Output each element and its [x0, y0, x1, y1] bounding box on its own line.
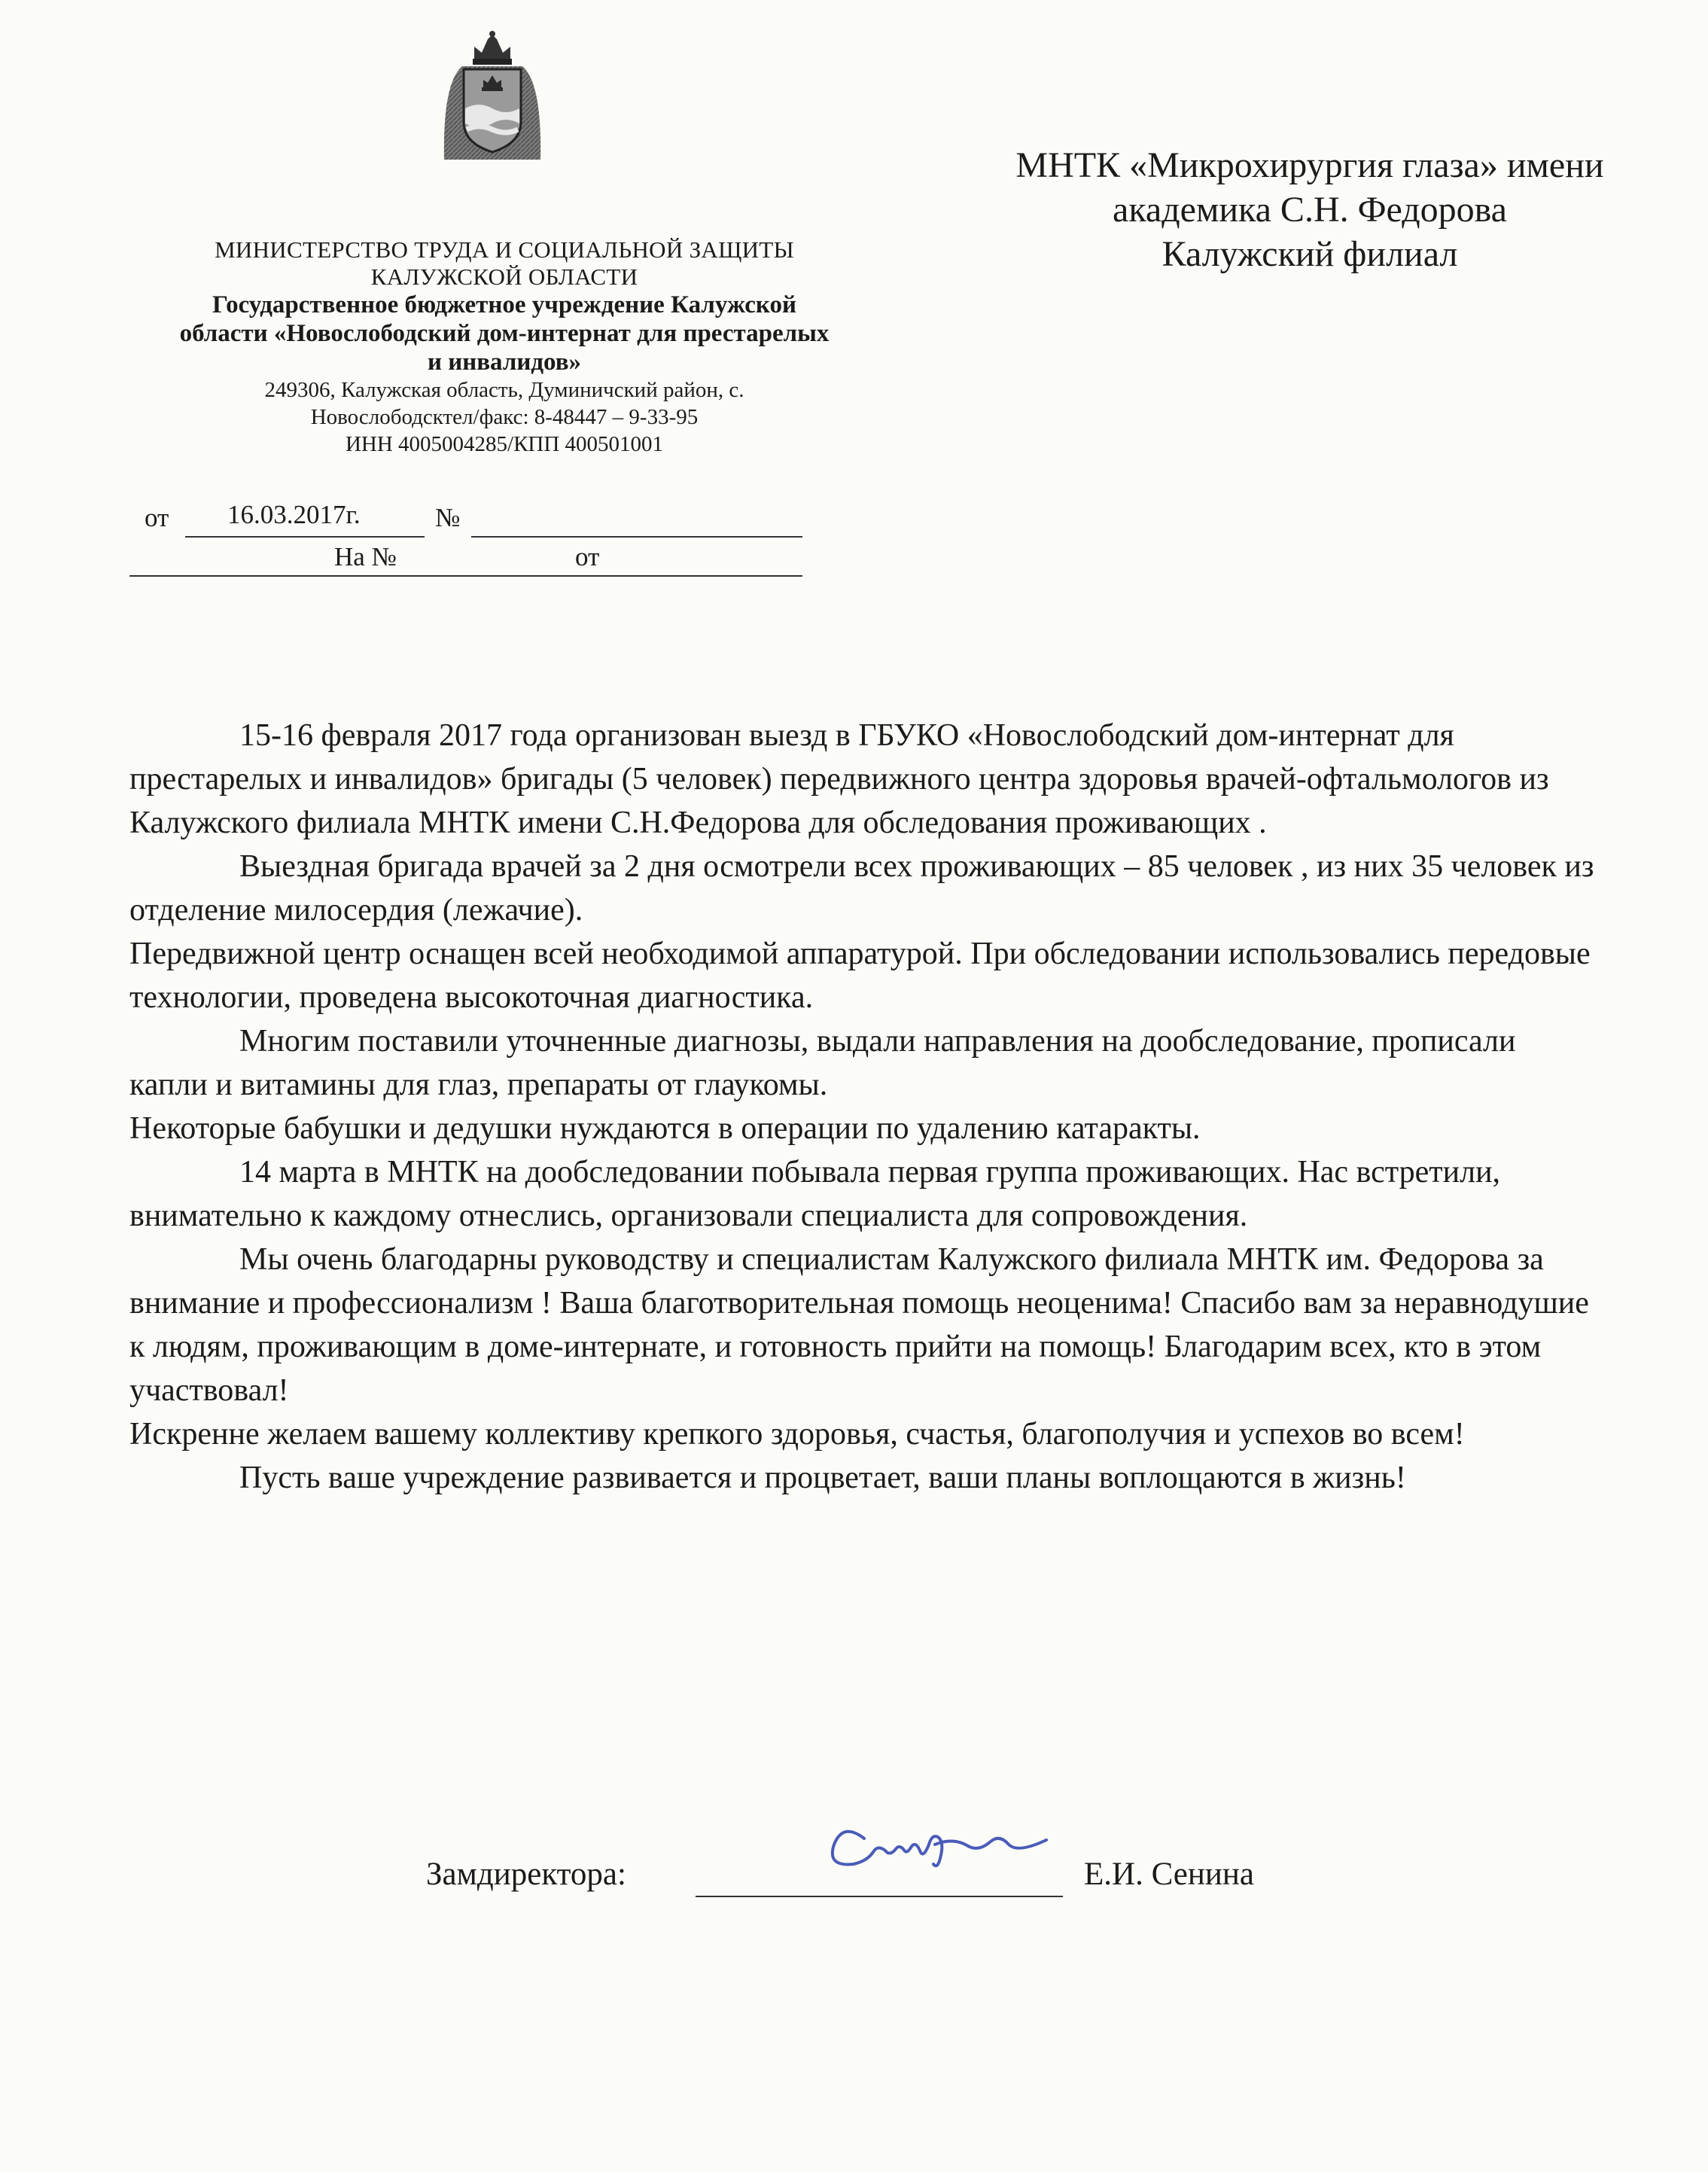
addressee-block [948, 143, 1671, 276]
ministry-line: КАЛУЖСКОЙ ОБЛАСТИ [370, 264, 638, 290]
contact-line: Новослободсктел/факс: 8-48447 – 9-33-95 [310, 405, 699, 429]
from-label: от [145, 503, 169, 532]
reply-underline [129, 575, 802, 577]
body-paragraph: Передвижной центр оснащен всей необходимой аппаратурой. При обследовании использовались передовые технологии, проведена высокоточная диагностика. [129, 937, 1591, 1015]
body-paragraph: Некоторые бабушки и дедушки нуждаются в операции по удалению катаракты. [129, 1111, 1201, 1146]
handwritten-signature-icon [821, 1792, 1061, 1890]
body-paragraph: 15-16 февраля 2017 года организован выезд в ГБУКО «Новослободский дом-интернат для престарелых и инвалидов» бригады (5 человек) передвижного центра здоровья врачей-офтальмологов из Калужского филиала МНТК имени С.Н.Федорова для обследования проживающих . [129, 718, 1549, 840]
signatory-title: Замдиректора: [426, 1857, 626, 1892]
letter-date: 16.03.2017г. [227, 500, 361, 529]
addressee-line: Калужский филиал [1162, 234, 1458, 274]
organization-line: области «Новослободский дом-интернат для престарелых [179, 320, 830, 347]
tax-id-line: ИНН 4005004285/КПП 400501001 [345, 432, 664, 456]
number-label: № [435, 503, 461, 532]
addressee-line: академика С.Н. Федорова [1113, 190, 1507, 230]
organization-line: и инвалидов» [427, 349, 582, 376]
signatory-name: Е.И. Сенина [1084, 1857, 1254, 1892]
ministry-line: МИНИСТЕРСТВО ТРУДА И СОЦИАЛЬНОЙ ЗАЩИТЫ [215, 236, 794, 263]
letter-body [129, 714, 1597, 1500]
organization-line: Государственное бюджетное учреждение Калужской [212, 291, 797, 318]
addressee-line: МНТК «Микрохирургия глаза» имени [1015, 145, 1604, 185]
body-paragraph: 14 марта в МНТК на дообследовании побывала первая группа проживающих. Нас встретили, внимательно к каждому отнеслись, организовали специалиста для сопровождения. [129, 1155, 1501, 1233]
body-paragraph: Искренне желаем вашему коллективу крепкого здоровья, счастья, благополучия и успехов во всем! [129, 1417, 1465, 1452]
body-paragraph: Пусть ваше учреждение развивается и процветает, ваши планы воплощаются в жизнь! [239, 1461, 1406, 1495]
coat-of-arms-icon [440, 30, 545, 164]
reply-from-label: от [575, 542, 600, 571]
body-paragraph: Выездная бригада врачей за 2 дня осмотрели всех проживающих – 85 человек , из них 35 человек из отделение милосердия (лежачие). [129, 849, 1594, 928]
body-paragraph: Многим поставили уточненные диагнозы, выдали направления на дообследование, прописали капли и витамины для глаз, препараты от глаукомы. [129, 1024, 1516, 1102]
sender-block [120, 236, 888, 458]
body-paragraph: Мы очень благодарны руководству и специалистам Калужского филиала МНТК им. Федорова за внимание и профессионализм ! Ваша благотворительная помощь неоценима! Спасибо вам за неравнодушие к людям, проживающим в доме-интернате, и готовность прийти на помощь! Благодарим всех, кто в этом участвовал! [129, 1242, 1589, 1408]
reply-number-label: На № [334, 542, 397, 571]
address-line: 249306, Калужская область, Думиничский район, с. [264, 378, 744, 402]
signature-underline [696, 1896, 1063, 1897]
number-underline [471, 536, 802, 538]
date-underline [185, 536, 425, 538]
